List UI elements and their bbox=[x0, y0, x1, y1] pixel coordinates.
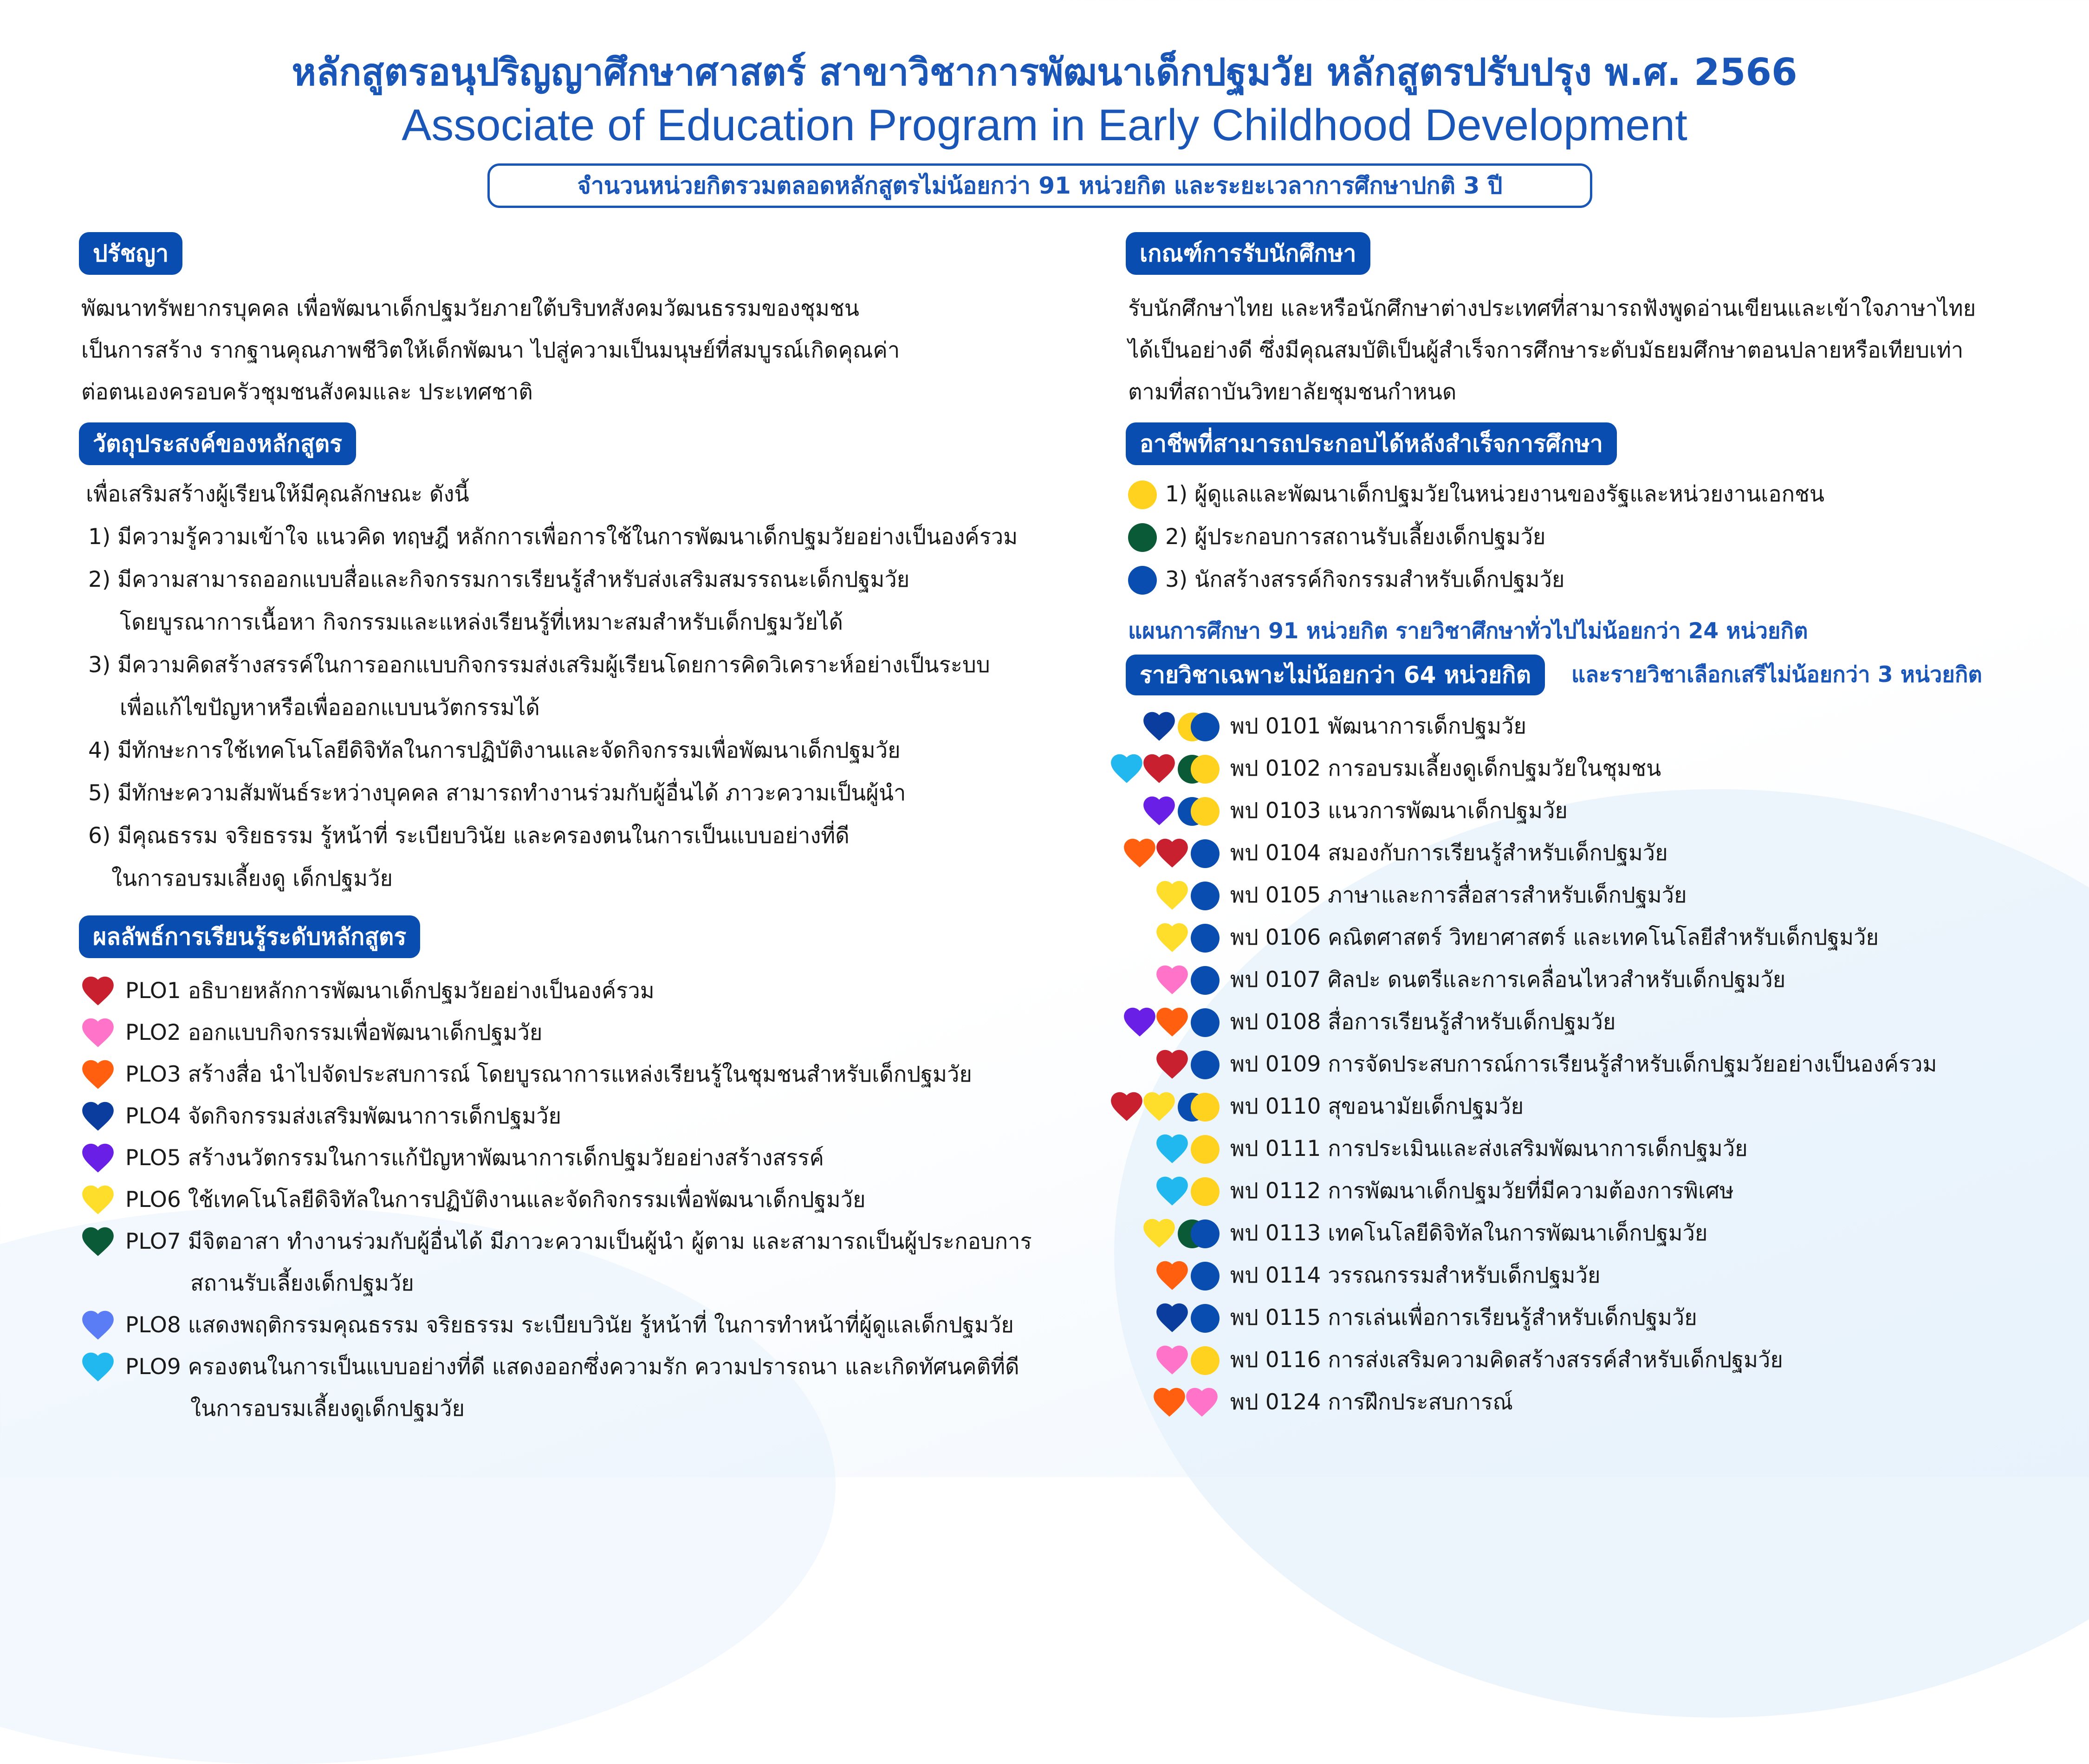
heart-icon bbox=[1155, 1134, 1189, 1164]
plo-text-continued: สถานรับเลี้ยงเด็กปฐมวัย bbox=[190, 1271, 414, 1296]
circle-icon bbox=[1191, 1262, 1220, 1291]
plo-code: PLO3 bbox=[125, 1062, 181, 1087]
heart-icon bbox=[81, 1143, 115, 1174]
heart-icon bbox=[81, 1059, 115, 1090]
admission-line: ตามที่สถาบันวิทยาลัยชุมชนกำหนด bbox=[1128, 379, 1457, 405]
course-item: พป 0114 วรรณกรรมสำหรับเด็กปฐมวัย bbox=[1230, 1263, 1601, 1288]
philosophy-line: พัฒนาทรัพยากรบุคคล เพื่อพัฒนาเด็กปฐมวัยภายใต้บริบทสังคมวัฒนธรรมของชุมชน bbox=[81, 296, 859, 321]
heart-icon bbox=[1155, 1303, 1189, 1333]
objective-line: ในการอบรมเลี้ยงดู เด็กปฐมวัย bbox=[111, 866, 393, 891]
circle-icon bbox=[1191, 1219, 1220, 1248]
circle-icon bbox=[1191, 1093, 1220, 1122]
plo-text-continued: ในการอบรมเลี้ยงดูเด็กปฐมวัย bbox=[190, 1396, 465, 1421]
plo-text: จัดกิจกรรมส่งเสริมพัฒนาการเด็กปฐมวัย bbox=[188, 1103, 562, 1129]
plo-item bbox=[125, 1102, 561, 1130]
course-item: พป 0101 พัฒนาการเด็กปฐมวัย bbox=[1230, 713, 1527, 739]
course-item: พป 0124 การฝึกประสบการณ์ bbox=[1230, 1389, 1513, 1415]
heart-icon bbox=[1142, 711, 1176, 742]
admission-line: ได้เป็นอย่างดี ซึ่งมีคุณสมบัติเป็นผู้สำเร็จการศึกษาระดับมัธยมศึกษาตอนปลายหรือเทียบเท่า bbox=[1128, 337, 1964, 363]
plo-item bbox=[125, 1061, 972, 1089]
course-item: พป 0107 ศิลปะ ดนตรีและการเคลื่อนไหวสำหรับเด็กปฐมวัย bbox=[1230, 967, 1786, 992]
plo-heading: ผลลัพธ์การเรียนรู้ระดับหลักสูตร bbox=[79, 915, 420, 958]
course-item: พป 0108 สื่อการเรียนรู้สำหรับเด็กปฐมวัย bbox=[1230, 1009, 1616, 1035]
circle-icon bbox=[1191, 1304, 1220, 1333]
background-wave bbox=[0, 1207, 836, 1764]
course-item: พป 0111 การประเมินและส่งเสริมพัฒนาการเด็กปฐมวัย bbox=[1230, 1136, 1748, 1161]
course-item: พป 0113 เทคโนโลยีดิจิทัลในการพัฒนาเด็กปฐมวัย bbox=[1230, 1220, 1708, 1246]
plo-item bbox=[125, 1353, 1019, 1381]
heart-icon bbox=[1110, 1091, 1143, 1122]
objective-line: 4) มีทักษะการใช้เทคโนโลยีดิจิทัลในการปฏิบัติงานและจัดกิจกรรมเพื่อพัฒนาเด็กปฐมวัย bbox=[88, 738, 901, 763]
circle-icon bbox=[1191, 1177, 1220, 1206]
philosophy-heading: ปรัชญา bbox=[79, 232, 182, 275]
circle-icon bbox=[1191, 713, 1220, 741]
heart-icon bbox=[81, 1310, 115, 1341]
course-item: พป 0104 สมองกับการเรียนรู้สำหรับเด็กปฐมวัย bbox=[1230, 840, 1668, 866]
heart-icon bbox=[1142, 753, 1176, 784]
circle-icon bbox=[1191, 1346, 1220, 1375]
plo-item bbox=[125, 1019, 542, 1047]
plo-code: PLO5 bbox=[125, 1145, 181, 1171]
circle-icon bbox=[1191, 797, 1220, 826]
circle-icon bbox=[1191, 1135, 1220, 1164]
philosophy-line: ต่อตนเองครอบครัวชุมชนสังคมและ ประเทศชาติ bbox=[81, 379, 533, 405]
plo-text: สร้างนวัตกรรมในการแก้ปัญหาพัฒนาการเด็กปฐมวัยอย่างสร้างสรรค์ bbox=[188, 1145, 824, 1171]
plo-item bbox=[125, 1186, 866, 1214]
heart-icon bbox=[1155, 1049, 1189, 1080]
objectives-heading: วัตถุประสงค์ของหลักสูตร bbox=[79, 422, 356, 465]
plo-text: อธิบายหลักการพัฒนาเด็กปฐมวัยอย่างเป็นองค์รวม bbox=[188, 978, 655, 1004]
admission-heading: เกณฑ์การรับนักศึกษา bbox=[1126, 232, 1370, 275]
objective-line: 6) มีคุณธรรม จริยธรรม รู้หน้าที่ ระเบียบวินัย และครองตนในการเป็นแบบอย่างที่ดี bbox=[88, 823, 850, 849]
plo-code: PLO8 bbox=[125, 1312, 181, 1338]
plan-line: แผนการศึกษา 91 หน่วยกิต รายวิชาศึกษาทั่วไปไม่น้อยกว่า 24 หน่วยกิต bbox=[1128, 618, 1808, 644]
plo-item bbox=[125, 1228, 1032, 1256]
course-item: พป 0115 การเล่นเพื่อการเรียนรู้สำหรับเด็กปฐมวัย bbox=[1230, 1305, 1697, 1330]
heart-icon bbox=[1142, 1091, 1176, 1122]
circle-icon bbox=[1128, 523, 1157, 552]
plo-code: PLO1 bbox=[125, 978, 181, 1004]
circle-icon bbox=[1191, 839, 1220, 868]
course-item: พป 0106 คณิตศาสตร์ วิทยาศาสตร์ และเทคโนโลยีสำหรับเด็กปฐมวัย bbox=[1230, 925, 1879, 950]
heart-icon bbox=[1185, 1387, 1219, 1418]
plo-code: PLO7 bbox=[125, 1229, 181, 1254]
plo-text: มีจิตอาสา ทำงานร่วมกับผู้อื่นได้ มีภาวะความเป็นผู้นำ ผู้ตาม และสามารถเป็นผู้ประกอบการ bbox=[188, 1229, 1032, 1254]
heart-icon bbox=[1155, 1176, 1189, 1206]
plan-pill: รายวิชาเฉพาะไม่น้อยกว่า 64 หน่วยกิต bbox=[1126, 655, 1545, 695]
objective-line: โดยบูรณาการเนื้อหา กิจกรรมและแหล่งเรียนรู้ที่เหมาะสมสำหรับเด็กปฐมวัยได้ bbox=[120, 610, 843, 635]
heart-icon bbox=[1153, 1387, 1186, 1418]
plo-item bbox=[125, 977, 655, 1005]
course-item: พป 0112 การพัฒนาเด็กปฐมวัยที่มีความต้องการพิเศษ bbox=[1230, 1178, 1734, 1204]
circle-icon bbox=[1191, 882, 1220, 910]
admission-line: รับนักศึกษาไทย และหรือนักศึกษาต่างประเทศที่สามารถฟังพูดอ่านเขียนและเข้าใจภาษาไทย bbox=[1128, 296, 1976, 321]
circle-icon bbox=[1191, 966, 1220, 995]
heart-icon bbox=[1142, 796, 1176, 826]
heart-icon bbox=[81, 1018, 115, 1048]
heart-icon bbox=[1142, 1218, 1176, 1249]
careers-heading: อาชีพที่สามารถประกอบได้หลังสำเร็จการศึกษา bbox=[1126, 422, 1617, 465]
heart-icon bbox=[81, 1352, 115, 1382]
circle-icon bbox=[1128, 480, 1157, 509]
objective-line: เพื่อแก้ไขปัญหาหรือเพื่อออกแบบนวัตกรรมได้ bbox=[120, 695, 540, 720]
course-item: พป 0110 สุขอนามัยเด็กปฐมวัย bbox=[1230, 1094, 1524, 1119]
heart-icon bbox=[1123, 1007, 1156, 1038]
plo-text: ออกแบบกิจกรรมเพื่อพัฒนาเด็กปฐมวัย bbox=[188, 1020, 543, 1045]
heart-icon bbox=[81, 976, 115, 1006]
heart-icon bbox=[1155, 1345, 1189, 1375]
credits-note: จำนวนหน่วยกิตรวมตลอดหลักสูตรไม่น้อยกว่า 91 หน่วยกิต และระยะเวลาการศึกษาปกติ 3 ปี bbox=[487, 163, 1592, 208]
heart-icon bbox=[81, 1101, 115, 1132]
plo-text: ใช้เทคโนโลยีดิจิทัลในการปฏิบัติงานและจัดกิจกรรมเพื่อพัฒนาเด็กปฐมวัย bbox=[188, 1187, 866, 1213]
heart-icon bbox=[1123, 838, 1156, 869]
plo-code: PLO4 bbox=[125, 1103, 181, 1129]
career-item: 1) ผู้ดูแลและพัฒนาเด็กปฐมวัยในหน่วยงานของรัฐและหน่วยงานเอกชน bbox=[1165, 481, 1825, 507]
page-title-thai: หลักสูตรอนุปริญญาศึกษาศาสตร์ สาขาวิชาการพัฒนาเด็กปฐมวัย หลักสูตรปรับปรุง พ.ศ. 2566 bbox=[292, 51, 1797, 94]
course-item: พป 0116 การส่งเสริมความคิดสร้างสรรค์สำหรับเด็กปฐมวัย bbox=[1230, 1347, 1783, 1373]
course-item: พป 0105 ภาษาและการสื่อสารสำหรับเด็กปฐมวัย bbox=[1230, 882, 1687, 908]
plo-text: ครองตนในการเป็นแบบอย่างที่ดี แสดงออกซึ่งความรัก ความปรารถนา และเกิดทัศนคติที่ดี bbox=[188, 1354, 1019, 1380]
plo-text: แสดงพฤติกรรมคุณธรรม จริยธรรม ระเบียบวินัย รู้หน้าที่ ในการทำหน้าที่ผู้ดูแลเด็กปฐมวัย bbox=[188, 1312, 1014, 1338]
plo-item bbox=[125, 1144, 824, 1172]
heart-icon bbox=[81, 1185, 115, 1215]
heart-icon bbox=[1155, 838, 1189, 869]
heart-icon bbox=[1155, 922, 1189, 953]
objective-line: เพื่อเสริมสร้างผู้เรียนให้มีคุณลักษณะ ดังนี้ bbox=[86, 481, 469, 507]
heart-icon bbox=[1155, 1260, 1189, 1291]
circle-icon bbox=[1191, 755, 1220, 784]
circle-icon bbox=[1191, 1051, 1220, 1079]
circle-icon bbox=[1191, 924, 1220, 953]
objective-line: 1) มีความรู้ความเข้าใจ แนวคิด ทฤษฎี หลักการเพื่อการใช้ในการพัฒนาเด็กปฐมวัยอย่างเป็นองค์รวม bbox=[88, 524, 1018, 550]
plo-code: PLO9 bbox=[125, 1354, 181, 1380]
philosophy-line: เป็นการสร้าง รากฐานคุณภาพชีวิตให้เด็กพัฒนา ไปสู่ความเป็นมนุษย์ที่สมบูรณ์เกิดคุณค่า bbox=[81, 337, 900, 363]
heart-icon bbox=[1110, 753, 1143, 784]
plo-text: สร้างสื่อ นำไปจัดประสบการณ์ โดยบูรณาการแหล่งเรียนรู้ในชุมชนสำหรับเด็กปฐมวัย bbox=[188, 1062, 972, 1087]
career-item: 3) นักสร้างสรรค์กิจกรรมสำหรับเด็กปฐมวัย bbox=[1165, 567, 1565, 592]
objective-line: 5) มีทักษะความสัมพันธ์ระหว่างบุคคล สามารถทำงานร่วมกับผู้อื่นได้ ภาวะความเป็นผู้นำ bbox=[88, 780, 906, 806]
course-item: พป 0102 การอบรมเลี้ยงดูเด็กปฐมวัยในชุมชน bbox=[1230, 756, 1661, 781]
plo-item bbox=[125, 1311, 1014, 1339]
heart-icon bbox=[1155, 1007, 1189, 1038]
career-item: 2) ผู้ประกอบการสถานรับเลี้ยงเด็กปฐมวัย bbox=[1165, 524, 1546, 550]
objective-line: 3) มีความคิดสร้างสรรค์ในการออกแบบกิจกรรมส่งเสริมผู้เรียนโดยการคิดวิเคราะห์อย่างเป็นระบบ bbox=[88, 652, 990, 678]
course-item: พป 0109 การจัดประสบการณ์การเรียนรู้สำหรับเด็กปฐมวัยอย่างเป็นองค์รวม bbox=[1230, 1051, 1937, 1077]
circle-icon bbox=[1128, 566, 1157, 595]
circle-icon bbox=[1191, 1008, 1220, 1037]
plo-code: PLO2 bbox=[125, 1020, 181, 1045]
heart-icon bbox=[81, 1226, 115, 1257]
plo-code: PLO6 bbox=[125, 1187, 181, 1213]
objective-line: 2) มีความสามารถออกแบบสื่อและกิจกรรมการเรียนรู้สำหรับส่งเสริมสมรรถนะเด็กปฐมวัย bbox=[88, 567, 910, 592]
plan-line-rest: และรายวิชาเลือกเสรีไม่น้อยกว่า 3 หน่วยกิต bbox=[1571, 662, 1982, 687]
heart-icon bbox=[1155, 965, 1189, 995]
page-title-english: Associate of Education Program in Early Childhood Development bbox=[402, 100, 1687, 150]
heart-icon bbox=[1155, 880, 1189, 911]
course-item: พป 0103 แนวการพัฒนาเด็กปฐมวัย bbox=[1230, 798, 1568, 824]
